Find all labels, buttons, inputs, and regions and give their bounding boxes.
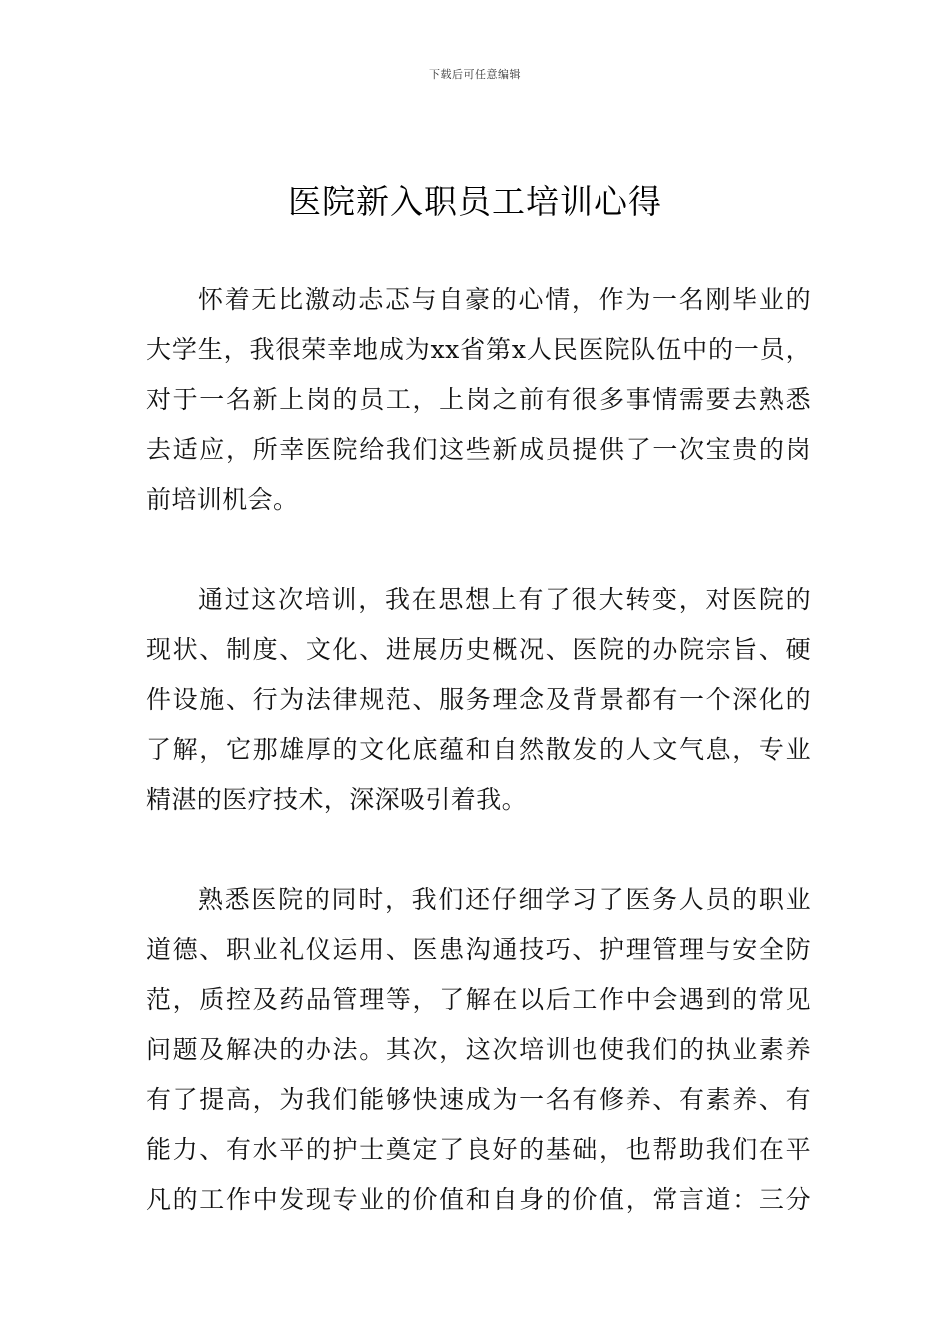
paragraph-line: 通过这次培训，我在思想上有了很大转变，对医院的 <box>198 585 811 614</box>
paragraph-line: 前培训机会。 <box>146 485 299 514</box>
paragraph-line: 去适应，所幸医院给我们这些新成员提供了一次宝贵的岗 <box>146 435 811 464</box>
paragraph-line: 现状、制度、文化、进展历史概况、医院的办院宗旨、硬 <box>146 635 811 664</box>
paragraph-line: 熟悉医院的同时，我们还仔细学习了医务人员的职业 <box>198 885 811 914</box>
paragraph-3 <box>146 875 811 1225</box>
paragraph-line: 了解，它那雄厚的文化底蕴和自然散发的人文气息，专业 <box>146 735 811 764</box>
header-note: 下载后可任意编辑 <box>429 68 521 81</box>
paragraph-line: 道德、职业礼仪运用、医患沟通技巧、护理管理与安全防 <box>146 935 811 964</box>
paragraph-2 <box>146 575 811 825</box>
paragraph-line: 有了提高，为我们能够快速成为一名有修养、有素养、有 <box>146 1085 811 1114</box>
paragraph-line: 精湛的医疗技术，深深吸引着我。 <box>146 785 528 814</box>
paragraph-line: 能力、有水平的护士奠定了良好的基础，也帮助我们在平 <box>146 1135 811 1164</box>
paragraph-line: 问题及解决的办法。其次，这次培训也使我们的执业素养 <box>146 1035 811 1064</box>
paragraph-line: 凡的工作中发现专业的价值和自身的价值，常言道：三分 <box>146 1185 811 1214</box>
paragraph-line: 怀着无比激动忐忑与自豪的心情，作为一名刚毕业的 <box>198 285 811 314</box>
document-title: 医院新入职员工培训心得 <box>288 182 662 221</box>
document-body <box>146 275 811 1275</box>
paragraph-1 <box>146 275 811 525</box>
paragraph-line: 大学生，我很荣幸地成为xx省第x人民医院队伍中的一员， <box>146 335 811 364</box>
paragraph-line: 对于一名新上岗的员工，上岗之前有很多事情需要去熟悉 <box>146 385 811 414</box>
paragraph-line: 范，质控及药品管理等，了解在以后工作中会遇到的常见 <box>146 985 811 1014</box>
paragraph-line: 件设施、行为法律规范、服务理念及背景都有一个深化的 <box>146 685 811 714</box>
